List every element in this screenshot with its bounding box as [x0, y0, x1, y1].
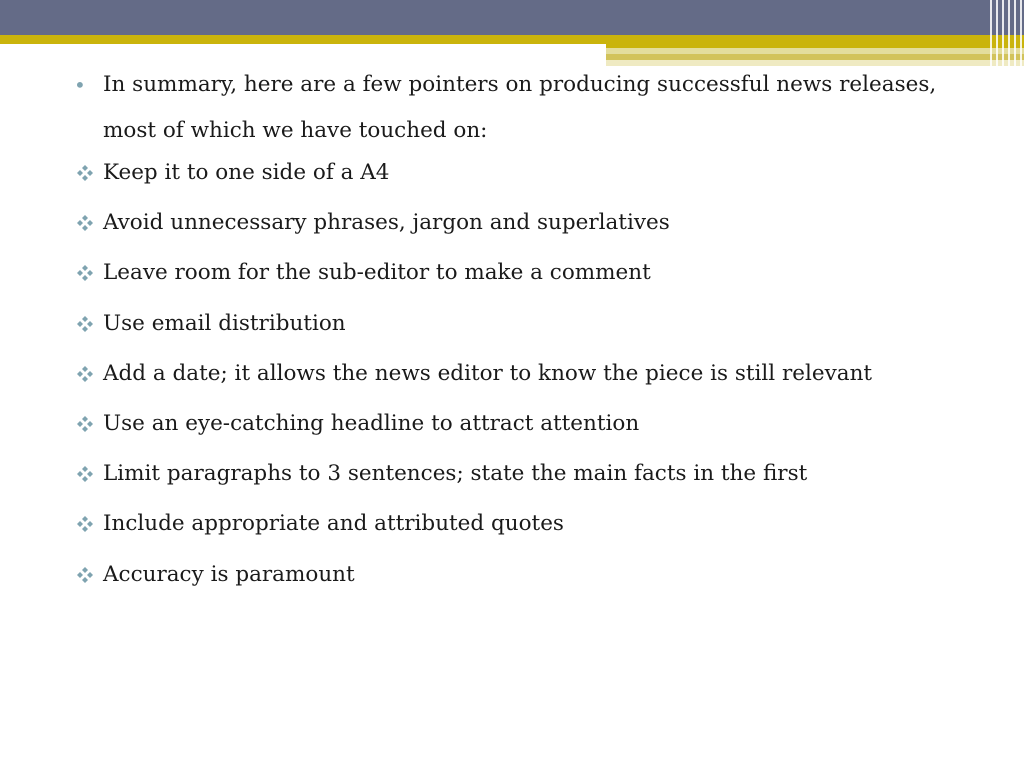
header-band-navy [0, 0, 1024, 35]
bullet-item [74, 208, 974, 238]
bullet-text: Include appropriate and attributed quotes [103, 511, 564, 537]
header-white-notch [0, 44, 606, 56]
intro-text: In summary, here are a few pointers on producing successful news releases, most of which we have touched on: [103, 72, 937, 143]
bullet-item [74, 560, 974, 590]
bullet-item [74, 309, 974, 339]
bullet-item [74, 359, 974, 389]
four-diamond-bullet-icon [76, 415, 94, 433]
four-diamond-bullet-icon [76, 214, 94, 232]
bullet-text: Leave room for the sub-editor to make a comment [103, 260, 651, 286]
bullet-item [74, 158, 974, 188]
bullet-text: Use an eye-catching headline to attract attention [103, 410, 640, 436]
bullet-text: Avoid unnecessary phrases, jargon and superlatives [103, 210, 670, 236]
four-diamond-bullet-icon [76, 566, 94, 584]
bullet-text: Add a date; it allows the news editor to know the piece is still relevant [103, 360, 873, 386]
slide-content [74, 62, 974, 610]
four-diamond-bullet-icon [76, 515, 94, 533]
four-diamond-bullet-icon [76, 164, 94, 182]
four-diamond-bullet-icon [76, 315, 94, 333]
four-diamond-bullet-icon [76, 465, 94, 483]
bullet-item [74, 409, 974, 439]
four-diamond-bullet-icon [76, 365, 94, 383]
bullet-list [74, 158, 974, 590]
bullet-item [74, 459, 974, 489]
bullet-text: Keep it to one side of a A4 [103, 160, 390, 185]
intro-bullet-item [74, 62, 974, 154]
header-stripes [990, 0, 1024, 66]
bullet-text: Limit paragraphs to 3 sentences; state the main facts in the first [103, 461, 808, 487]
bullet-text: Accuracy is paramount [103, 561, 355, 587]
dot-bullet-icon: • [74, 73, 86, 97]
bullet-item [74, 258, 974, 288]
bullet-text: Use email distribution [103, 310, 346, 336]
bullet-item [74, 509, 974, 539]
four-diamond-bullet-icon [76, 264, 94, 282]
